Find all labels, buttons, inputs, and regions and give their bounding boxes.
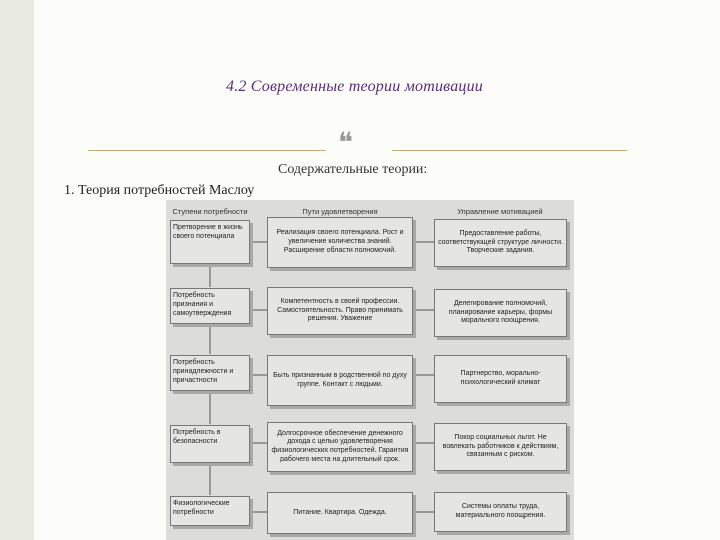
need-box-safety: Потребность в безопасности — [170, 425, 250, 463]
list-item-maslow: 1. Теория потребностей Маслоу — [64, 183, 255, 198]
need-box-recognition: Потребность признания и самоутверждения — [170, 288, 250, 324]
satisfaction-box-recognition: Компетентность в своей профессии. Самостоятельность. Право принимать решения. Уважение — [267, 287, 413, 335]
management-box-self-actualization: Предоставление работы, соответствующей структуре личности. Творческие задания. — [434, 219, 567, 267]
satisfaction-box-belonging: Быть признанным в родственной по духу группе. Контакт с людьми. — [267, 355, 413, 406]
header-satisfaction: Пути удовлетворения — [302, 207, 378, 216]
subtitle: Содержательные теории: — [278, 162, 428, 177]
header-needs: Ступени потребности — [172, 207, 248, 216]
header-management: Управление мотивацией — [457, 207, 543, 216]
ornament-icon: ❝ — [338, 126, 354, 159]
management-box-safety: Покор социальных льгот. Не вовлекать работников к действиям, связанным с риском. — [434, 423, 567, 471]
need-box-self-actualization: Претворение в жизнь своего потенциала — [170, 220, 250, 264]
satisfaction-box-safety: Долгосрочное обеспечение денежного дохода с целью удовлетворения физиологических потребностей. Гарантия рабочего места на длительный срок. — [267, 422, 413, 472]
management-box-recognition: Делегирование полномочий, планирование карьеры, формы морального поощрения. — [434, 289, 567, 337]
satisfaction-box-physiological: Питание. Квартира. Одежда. — [267, 492, 413, 534]
slide-title: 4.2 Современные теории мотивации — [226, 78, 484, 95]
satisfaction-box-self-actualization: Реализация своего потенциала. Рост и увеличение количества знаний. Расширение области полномочий. — [267, 217, 413, 268]
need-box-belonging: Потребность принадлежности и причастности — [170, 355, 250, 391]
management-box-belonging: Партнерство, морально-психологический климат — [434, 355, 567, 403]
management-box-physiological: Системы оплаты труда, материального поощрения. — [434, 492, 567, 532]
need-box-physiological: Физиологические потребности — [170, 496, 250, 526]
